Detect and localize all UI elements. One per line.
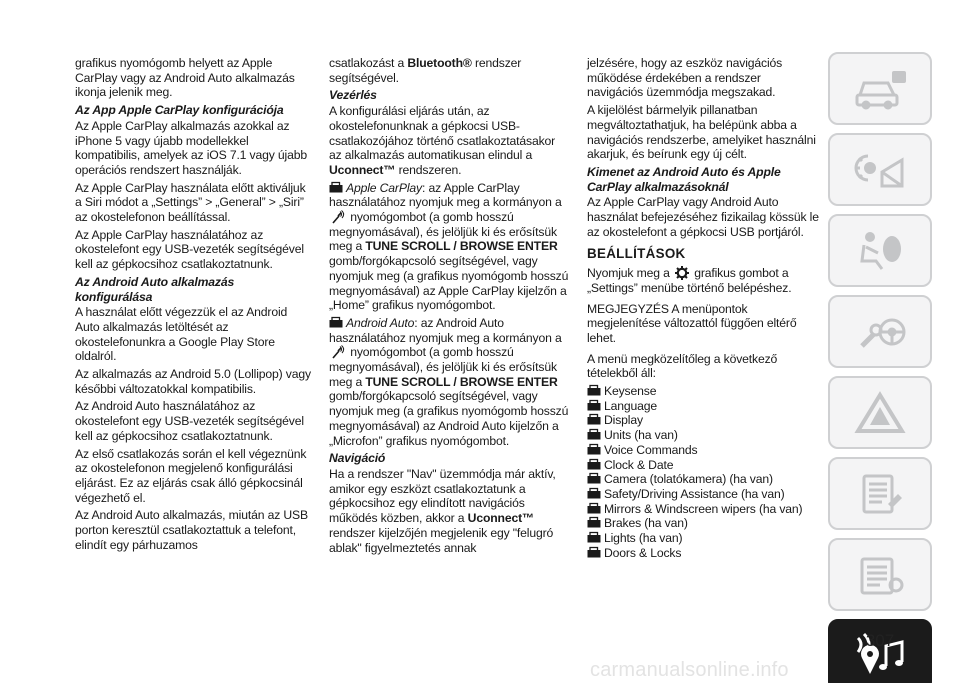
list-item: Voice Commands — [587, 443, 819, 458]
service-document-icon — [848, 470, 912, 518]
list-item: Camera (tolatókamera) (ha van) — [587, 472, 819, 487]
page-number: 307 — [865, 631, 895, 650]
section-title: BEÁLLÍTÁSOK — [587, 246, 686, 262]
paragraph: Az Apple CarPlay vagy Android Auto használat befejezéséhez fizikailag kössük le az okostelefont a gépkocsi USB portjáról. — [587, 195, 819, 239]
tab-multimedia[interactable] — [828, 619, 932, 683]
list-item: Mirrors & Windscreen wipers (ha van) — [587, 502, 819, 517]
wrench-wheel-icon — [848, 308, 912, 356]
tab-vehicle-knowledge[interactable] — [828, 133, 932, 206]
bullet-box-icon — [587, 546, 601, 558]
bullet-box-icon — [587, 413, 601, 425]
note: MEGJEGYZÉS A menüpontok megjelenítése változattól függően eltérő lehet. — [587, 301, 797, 345]
bullet-box-icon — [587, 472, 601, 484]
bullet-apple-carplay: Apple CarPlay: az Apple CarPlay használatához nyomjuk meg a kormányon a nyomógombot (a gomb hosszú megnyomásával), és jelöljük ki és erősítsük meg a TUNE SCROLL / BROWSE ENTER gomb/forgókapcsoló segítségével, vagy nyomjuk meg (a grafikus nyomógomb hosszú megnyomásával) az Apple CarPlay kijelzőn a „Home” grafikus nyomógombot. — [329, 180, 569, 313]
tab-safety[interactable] — [828, 214, 932, 287]
bullet-box-icon — [329, 181, 343, 193]
paragraph: A használat előtt végezzük el az Android Auto alkalmazás letöltését az okostelefonunkra a Google Play Store oldalról. — [75, 305, 288, 364]
bullet-box-icon — [329, 316, 343, 328]
watermark: carmanualsonline.info — [590, 659, 789, 681]
bullet-box-icon — [587, 502, 601, 514]
list-item: Units (ha van) — [587, 428, 819, 443]
service-document-icon — [848, 551, 912, 599]
paragraph: Az Apple CarPlay használata előtt aktiváljuk a Siri módot a „Settings” > „General” > „Siri” az okostelefonon beállítással. — [75, 180, 306, 225]
subheading: Vezérlés — [329, 88, 377, 103]
paragraph: grafikus nyomógomb helyett az Apple CarPlay vagy az Android Auto alkalmazás ikonja jelenik meg. — [75, 56, 295, 100]
bullet-box-icon — [587, 399, 601, 411]
tab-specifications[interactable] — [828, 538, 932, 611]
paragraph: Az Android Auto használatához az okostelefont egy USB-vezeték segítségével kell az gépkocsihoz csatlakoztatnunk. — [75, 399, 304, 443]
lights-icon — [848, 146, 912, 194]
subheading: Kimenet az Android Auto és Apple CarPlay alkalmazásoknál — [587, 164, 781, 194]
column-middle — [329, 56, 570, 558]
list-item: Safety/Driving Assistance (ha van) — [587, 487, 819, 502]
paragraph: A menü megközelítőleg a következő tételekből áll: — [587, 351, 778, 381]
list-item: Language — [587, 399, 819, 414]
paragraph: A konfigurálási eljárás után, az okostelefonunknak a gépkocsi USB-csatlakozójához történő csatlakoztatásakor az alkalmazás automatikusan elindul a Uconnect™ rendszeren. — [329, 104, 556, 177]
settings-gear-icon — [674, 266, 690, 280]
tab-dashboard[interactable] — [828, 52, 932, 125]
bullet-box-icon — [587, 428, 601, 440]
tab-emergency[interactable] — [828, 376, 932, 449]
bullet-box-icon — [587, 443, 601, 455]
column-left — [75, 56, 311, 556]
paragraph: Az első csatlakozás során el kell végeznünk az okostelefonon megjelenő konfigurálási eljárást. Ez az eljárás csak álló gépkocsinál végezhető el. — [75, 446, 307, 505]
subheading: Az Android Auto alkalmazás konfigurálása — [75, 274, 235, 304]
bullet-box-icon — [587, 516, 601, 528]
bullet-box-icon — [587, 531, 601, 543]
subheading: Az App Apple CarPlay konfigurációja — [75, 103, 284, 118]
tab-maintenance[interactable] — [828, 457, 932, 530]
column-right — [587, 56, 819, 561]
list-item: Keysense — [587, 384, 819, 399]
dashboard-car-icon — [848, 65, 912, 113]
paragraph: Az Apple CarPlay alkalmazás azokkal az iPhone 5 vagy újabb modellekkel kompatibilis, amelyek az iOS 7.1 vagy újabb operációs rendszert használják. — [75, 118, 307, 177]
paragraph: Ha a rendszer "Nav" üzemmódja már aktív, amikor egy eszközt csatlakoztatunk a gépkocsihoz egy elindított navigációs működés közben, akkor a Uconnect™ rendszer kijelzőjén megjelenik egy "felugró ablak" figyelmeztetés annak — [329, 466, 556, 555]
list-item: Brakes (ha van) — [587, 516, 819, 531]
bullet-android-auto: Android Auto: az Android Auto használatához nyomjuk meg a kormányon a nyomógombot (a gomb hosszú megnyomásával), és jelöljük ki és erősítsük meg a TUNE SCROLL / BROWSE ENTER gomb/forgókapcsoló segítségével, vagy nyomjuk meg (a grafikus nyomógomb hosszú megnyomásával) az Android Auto kijelzőn a „Microfon” grafikus nyomógombot. — [329, 315, 569, 448]
paragraph: jelzésére, hogy az eszköz navigációs működése érdekében a rendszer navigációs üzemmódja megszakad. — [587, 56, 783, 100]
list-item: Lights (ha van) — [587, 531, 819, 546]
bullet-box-icon — [587, 487, 601, 499]
airbag-icon — [848, 227, 912, 275]
list-item: Clock & Date — [587, 458, 819, 473]
paragraph: Nyomjuk meg a grafikus gombot a „Settings” menübe történő belépéshez. — [587, 266, 792, 295]
voice-command-icon — [330, 345, 346, 359]
list-item: Display — [587, 413, 819, 428]
bullet-box-icon — [587, 384, 601, 396]
subheading: Navigáció — [329, 451, 386, 466]
paragraph: csatlakozást a Bluetooth® rendszer segítségével. — [329, 56, 522, 85]
chapter-tabs — [828, 52, 932, 683]
bullet-box-icon — [587, 458, 601, 470]
settings-menu-list — [587, 384, 819, 560]
list-item: Doors & Locks — [587, 546, 819, 561]
paragraph: A kijelölést bármelyik pillanatban megváltoztathatjuk, ha belépünk abba a navigációs rendszerbe, amelyiket használni akarjuk, és beírunk egy új célt. — [587, 103, 816, 162]
tab-starting-driving[interactable] — [828, 295, 932, 368]
paragraph: Az Apple CarPlay használatához az okostelefont egy USB-vezeték segítségével kell az gépkocsihoz csatlakoztatnunk. — [75, 227, 304, 272]
voice-command-icon — [330, 210, 346, 224]
breakdown-triangle-icon — [848, 389, 912, 437]
paragraph: Az Android Auto alkalmazás, miután az USB porton keresztül csatlakoztattuk a telefont, elindít egy párhuzamos — [75, 508, 308, 552]
paragraph: Az alkalmazás az Android 5.0 (Lollipop) vagy későbbi változatokkal kompatibilis. — [75, 367, 311, 396]
